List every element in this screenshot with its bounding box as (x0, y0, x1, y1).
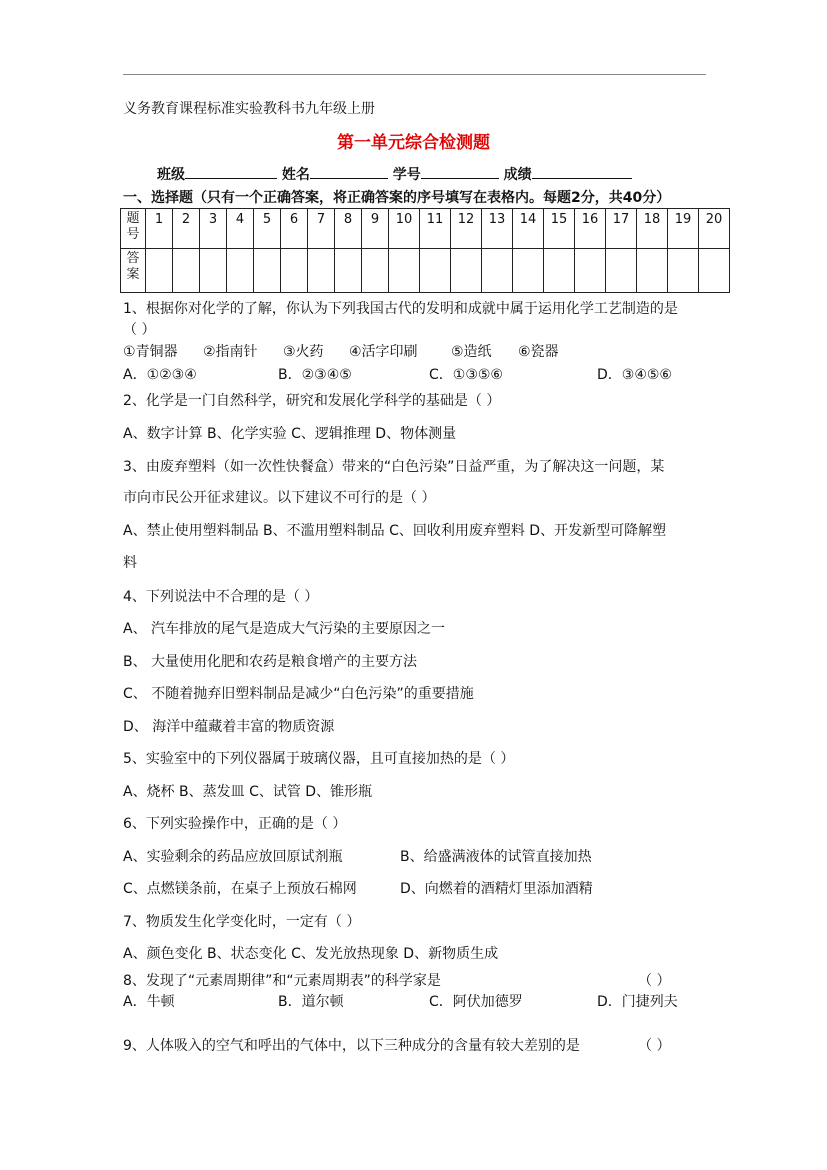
q1-item: ⑥瓷器 (518, 344, 559, 360)
id-field[interactable] (421, 164, 499, 179)
q1-items (123, 343, 559, 361)
answer-cell[interactable] (513, 249, 544, 293)
question-number-cell: 18 (637, 209, 668, 249)
question-number-cell: 15 (544, 209, 575, 249)
question-number-cell: 9 (362, 209, 389, 249)
name-label: 姓名 (281, 167, 310, 183)
q3-stem-cont: 市向市民公开征求建议。以下建议不可行的是（ ） (123, 490, 436, 506)
answer-cell[interactable] (544, 249, 575, 293)
textbook-subtitle: 义务教育课程标准实验教科书九年级上册 (123, 101, 375, 117)
page-title: 第一单元综合检测题 (337, 133, 490, 153)
answer-row-header: 答 案 (121, 249, 146, 293)
question-number-cell: 19 (668, 209, 699, 249)
answer-cell[interactable] (575, 249, 606, 293)
answer-cell[interactable] (254, 249, 281, 293)
question-number-cell: 7 (308, 209, 335, 249)
q5-options: A、烧杯 B、蒸发皿 C、试管 D、锥形瓶 (123, 784, 373, 800)
number-row (121, 209, 730, 249)
q9-paren: （ ） (638, 1038, 671, 1054)
question-number-cell: 6 (281, 209, 308, 249)
question-number-cell: 12 (451, 209, 482, 249)
q4-option-c: C、 不随着抛弃旧塑料制品是减少“白色污染”的重要措施 (123, 686, 474, 702)
q2-options: A、数字计算 B、化学实验 C、逻辑推理 D、物体测量 (123, 426, 457, 442)
q1-item: ②指南针 (203, 344, 258, 360)
question-number-cell: 10 (389, 209, 420, 249)
question-number-cell: 13 (482, 209, 513, 249)
answer-cell[interactable] (482, 249, 513, 293)
answer-table (120, 208, 730, 293)
score-field[interactable] (532, 164, 632, 179)
q3-stem: 3、由废弃塑料（如一次性快餐盒）带来的“白色污染”日益严重，为了解决这一问题，某 (123, 459, 665, 475)
q7-options: A、颜色变化 B、状态变化 C、发光放热现象 D、新物质生成 (123, 946, 499, 962)
q6-stem: 6、下列实验操作中，正确的是（ ） (123, 816, 347, 832)
q3-options: A、禁止使用塑料制品 B、不滥用塑料制品 C、回收利用废弃塑料 D、开发新型可降解塑 (123, 523, 667, 539)
score-label: 成绩 (503, 167, 532, 183)
question-number-cell: 20 (699, 209, 730, 249)
answer-cell[interactable] (606, 249, 637, 293)
question-number-cell: 5 (254, 209, 281, 249)
q2-stem: 2、化学是一门自然科学，研究和发展化学科学的基础是（ ） (123, 393, 501, 409)
q1-paren: （ ） (123, 322, 156, 338)
answer-cell[interactable] (668, 249, 699, 293)
q8-option-c: C．阿伏加德罗 (429, 994, 523, 1010)
q3-options-cont: 料 (123, 555, 137, 571)
answer-cell[interactable] (420, 249, 451, 293)
q7-stem: 7、物质发生化学变化时，一定有（ ） (123, 914, 361, 930)
q1-stem: 1、根据你对化学的了解，你认为下列我国古代的发明和成就中属于运用化学工艺制造的是 (123, 301, 678, 317)
q6-option-c: C、点燃镁条前，在桌子上预放石棉网 (123, 881, 357, 897)
answer-cell[interactable] (308, 249, 335, 293)
q8-option-a: A．牛顿 (123, 994, 175, 1010)
question-number-cell: 11 (420, 209, 451, 249)
class-field[interactable] (185, 164, 277, 179)
answer-cell[interactable] (173, 249, 200, 293)
answer-cell[interactable] (451, 249, 482, 293)
answer-cell[interactable] (200, 249, 227, 293)
q8-option-b: B．道尔顿 (278, 994, 344, 1010)
q6-option-d: D、向燃着的酒精灯里添加酒精 (400, 881, 593, 897)
answer-cell[interactable] (281, 249, 308, 293)
q1-option-d: D．③④⑤⑥ (597, 367, 672, 383)
header-rule (123, 74, 706, 75)
question-number-cell: 3 (200, 209, 227, 249)
q1-item: ①青铜器 (123, 344, 178, 360)
question-number-cell: 2 (173, 209, 200, 249)
id-label: 学号 (392, 167, 421, 183)
answer-row (121, 249, 730, 293)
q1-item: ③火药 (283, 344, 324, 360)
student-info-line (157, 164, 632, 184)
q1-option-a: A．①②③④ (123, 367, 197, 383)
class-label: 班级 (157, 167, 185, 183)
answer-cell[interactable] (637, 249, 668, 293)
answer-cell[interactable] (227, 249, 254, 293)
number-row-header: 题 号 (121, 209, 146, 249)
q5-stem: 5、实验室中的下列仪器属于玻璃仪器，且可直接加热的是（ ） (123, 751, 515, 767)
name-field[interactable] (310, 164, 388, 179)
section-heading: 一、选择题（只有一个正确答案，将正确答案的序号填写在表格内。每题2分，共40分） (123, 190, 671, 206)
q8-option-d: D．门捷列夫 (597, 994, 678, 1010)
q4-option-a: A、 汽车排放的尾气是造成大气污染的主要原因之一 (123, 621, 446, 637)
q8-stem: 8、发现了“元素周期律”和“元素周期表”的科学家是 (123, 973, 441, 989)
question-number-cell: 14 (513, 209, 544, 249)
question-number-cell: 16 (575, 209, 606, 249)
q6-option-a: A、实验剩余的药品应放回原试剂瓶 (123, 849, 343, 865)
question-number-cell: 4 (227, 209, 254, 249)
question-number-cell: 8 (335, 209, 362, 249)
question-number-cell: 17 (606, 209, 637, 249)
answer-cell[interactable] (335, 249, 362, 293)
q1-option-b: B．②③④⑤ (278, 367, 352, 383)
q4-stem: 4、下列说法中不合理的是（ ） (123, 589, 319, 605)
q6-option-b: B、给盛满液体的试管直接加热 (400, 849, 592, 865)
answer-cell[interactable] (699, 249, 730, 293)
q1-option-c: C．①③⑤⑥ (429, 367, 503, 383)
q1-item: ⑤造纸 (451, 344, 492, 360)
q1-item: ④活字印刷 (349, 344, 418, 360)
answer-cell[interactable] (362, 249, 389, 293)
answer-cell[interactable] (146, 249, 173, 293)
q9-stem: 9、人体吸入的空气和呼出的气体中，以下三种成分的含量有较大差别的是 (123, 1038, 580, 1054)
q8-paren: （ ） (638, 973, 671, 989)
answer-cell[interactable] (389, 249, 420, 293)
q4-option-d: D、 海洋中蕴藏着丰富的物质资源 (123, 719, 335, 735)
q4-option-b: B、 大量使用化肥和农药是粮食增产的主要方法 (123, 654, 418, 670)
question-number-cell: 1 (146, 209, 173, 249)
